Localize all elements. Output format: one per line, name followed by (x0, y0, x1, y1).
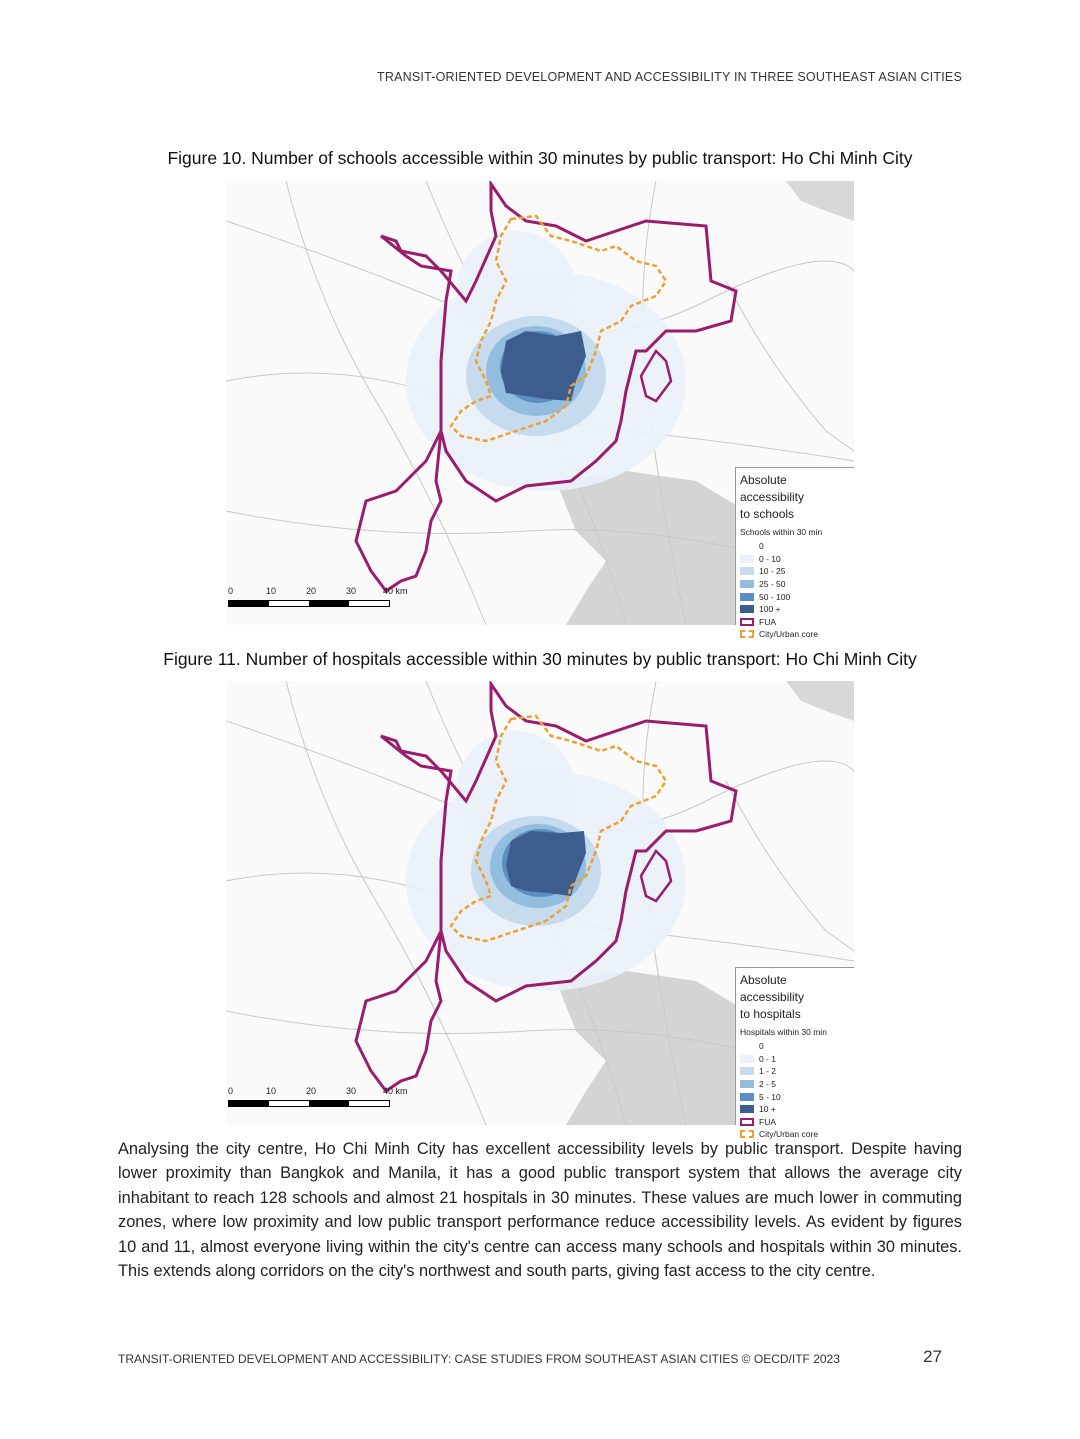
legend-row-fua: FUA (740, 1116, 850, 1129)
legend-subtitle: Hospitals within 30 min (740, 1027, 827, 1037)
legend-subtitle: Schools within 30 min (740, 527, 823, 537)
legend-row: 50 - 100 (740, 590, 850, 603)
legend (735, 467, 854, 640)
scale-bar: 0 10 20 30 40 km (228, 586, 408, 607)
scale-bar: 0 10 20 30 40 km (228, 1086, 408, 1107)
page-number: 27 (923, 1347, 942, 1366)
legend-row: 25 - 50 (740, 578, 850, 591)
body-paragraph: Analysing the city centre, Ho Chi Minh City has excellent accessibility levels by public transport. Despite having lower proximity than Bangkok and Manila, it has a good public transport system that allows the average city inhabitant to reach 128 schools and almost 21 hospitals in 30 minutes. These values are much lower in commuting zones, where low proximity and low public transport performance reduce accessibility levels. As evident by figures 10 and 11, almost everyone living within the city's centre can access many schools and hospitals within 30 minutes. This extends along corridors on the city's northwest and south parts, giving fast access to the city centre. (118, 1140, 962, 1281)
legend-row-fua: FUA (740, 616, 850, 629)
legend-row: 100 + (740, 603, 850, 616)
legend-row: 5 - 10 (740, 1090, 850, 1103)
running-header: TRANSIT-ORIENTED DEVELOPMENT AND ACCESSIBILITY IN THREE SOUTHEAST ASIAN CITIES (377, 70, 962, 84)
legend-title: to hospitals (740, 1007, 801, 1021)
legend-row: 10 + (740, 1103, 850, 1116)
figure-11-title: Figure 11. Number of hospitals accessible within 30 minutes by public transport: Ho Chi Minh City (163, 649, 917, 669)
figure-11-map (226, 681, 854, 1140)
legend-row: 2 - 5 (740, 1078, 850, 1091)
figure-10-map (226, 181, 854, 640)
legend-row: 0 - 10 (740, 553, 850, 566)
footer-text: TRANSIT-ORIENTED DEVELOPMENT AND ACCESSIBILITY: CASE STUDIES FROM SOUTHEAST ASIAN CITIES © OECD/ITF 2023 (118, 1352, 840, 1366)
legend-row: 0 (740, 1040, 850, 1053)
figure-10-title: Figure 10. Number of schools accessible within 30 minutes by public transport: Ho Chi Minh City (167, 148, 913, 168)
legend-row: 1 - 2 (740, 1065, 850, 1078)
legend-row: 0 (740, 540, 850, 553)
legend (735, 967, 854, 1140)
legend-row: 10 - 25 (740, 565, 850, 578)
legend-title: to schools (740, 507, 795, 521)
legend-row-core: City/Urban core (740, 1128, 850, 1141)
legend-title: Absolute accessibility (740, 973, 805, 1004)
legend-title: Absolute accessibility (740, 473, 805, 504)
legend-row: 0 - 1 (740, 1053, 850, 1066)
legend-row-core: City/Urban core (740, 628, 850, 641)
